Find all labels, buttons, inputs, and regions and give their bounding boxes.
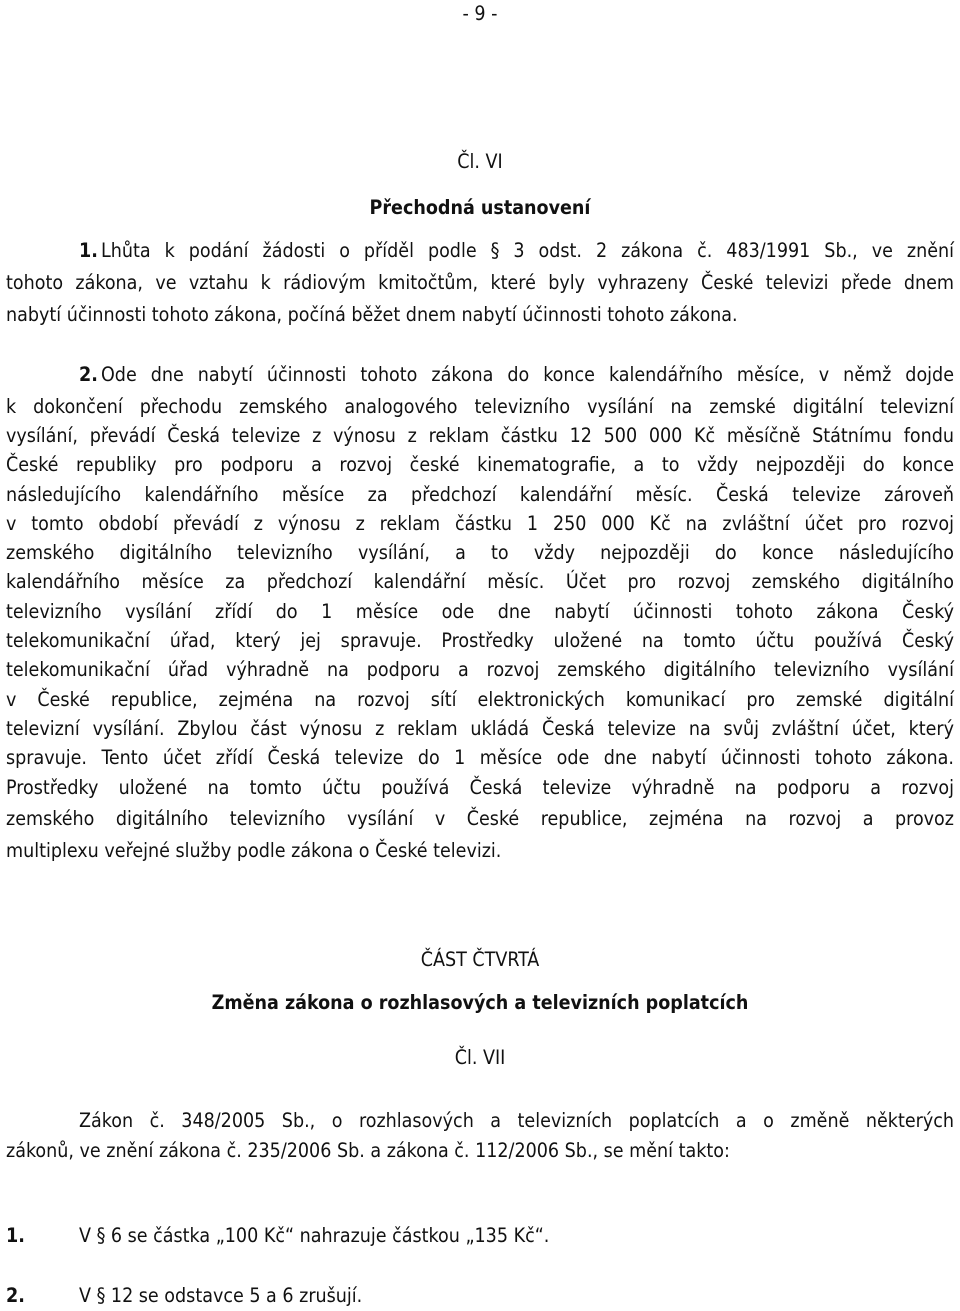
- article-7-heading: Čl. VII: [454, 1046, 506, 1069]
- paragraph-1-number: 1.: [79, 239, 98, 262]
- list-item-text: V § 12 se odstavce 5 a 6 zrušují.: [79, 1284, 363, 1307]
- part-4-title: Změna zákona o rozhlasových a televizních poplatcích: [211, 991, 749, 1014]
- paragraph-2-line-2: k dokončení přechodu zemského analogového televizního vysílání na zemské digitální televizní: [6, 395, 954, 418]
- paragraph-2-line-8: kalendářního měsíce za předchozí kalendářní měsíc. Účet pro rozvoj zemského digitálního: [6, 570, 954, 593]
- part-4-heading: ČÁST ČTVRTÁ: [420, 948, 540, 971]
- paragraph-2-line-17: multiplexu veřejné služby podle zákona o České televizi.: [6, 839, 502, 862]
- paragraph-2-line-14: spravuje. Tento účet zřídí Česká televize do 1 měsíce ode dne nabytí účinnosti tohoto zákona.: [6, 746, 954, 769]
- paragraph-2-line-5: následujícího kalendářního měsíce za předchozí kalendářní měsíc. Česká televize zároveň: [6, 483, 954, 506]
- paragraph-2-line-7: zemského digitálního televizního vysílání, a to vždy nejpozději do konce následujícího: [6, 541, 954, 564]
- article-6-heading: Čl. VI: [457, 150, 503, 173]
- list-item-number: 2.: [6, 1284, 25, 1307]
- list-item-text: V § 6 se částka „100 Kč“ nahrazuje částkou „135 Kč“.: [79, 1224, 550, 1247]
- paragraph-2-line-11: telekomunikační úřad výhradně na podporu a rozvoj zemského digitálního televizního vysílání: [6, 658, 954, 681]
- paragraph-2-line-6: v tomto období převádí z výnosu z reklam částku 1 250 000 Kč na zvláštní účet pro rozvoj: [6, 512, 954, 535]
- article-7-intro-line-1: Zákon č. 348/2005 Sb., o rozhlasových a televizních poplatcích a o změně některých: [79, 1109, 954, 1132]
- paragraph-2-line-9: televizního vysílání zřídí do 1 měsíce ode dne nabytí účinnosti tohoto zákona Český: [6, 600, 954, 623]
- paragraph-1-line-3: nabytí účinnosti tohoto zákona, počíná běžet dnem nabytí účinnosti tohoto zákona.: [6, 303, 738, 326]
- paragraph-2-line-1: [6, 360, 954, 389]
- page-number: - 9 -: [462, 2, 498, 25]
- paragraph-2-line-15: Prostředky uložené na tomto účtu používá Česká televize výhradně na podporu a rozvoj: [6, 776, 954, 799]
- paragraph-1-text: Lhůta k podání žádosti o příděl podle § 3 odst. 2 zákona č. 483/1991 Sb., ve znění: [101, 239, 954, 262]
- paragraph-1-line-1: [6, 236, 954, 265]
- paragraph-2-text: Ode dne nabytí účinnosti tohoto zákona do konce kalendářního měsíce, v němž dojde: [101, 363, 954, 386]
- paragraph-1-line-2: tohoto zákona, ve vztahu k rádiovým kmitočtům, které byly vyhrazeny České televizi přede dnem: [6, 271, 954, 294]
- paragraph-2-line-3: vysílání, převádí Česká televize z výnosu z reklam částku 12 500 000 Kč měsíčně Státnímu fondu: [6, 424, 954, 447]
- article-7-intro-line-2: zákonů, ve znění zákona č. 235/2006 Sb. a zákona č. 112/2006 Sb., se mění takto:: [6, 1139, 730, 1162]
- list-item-number: 1.: [6, 1224, 25, 1247]
- paragraph-2-line-4: České republiky pro podporu a rozvoj české kinematografie, a to vždy nejpozději do konce: [6, 453, 954, 476]
- paragraph-2-line-16: zemského digitálního televizního vysílání v České republice, zejména na rozvoj a provoz: [6, 807, 954, 830]
- paragraph-2-line-12: v České republice, zejména na rozvoj sítí elektronických komunikací pro zemské digitální: [6, 688, 954, 711]
- article-6-title: Přechodná ustanovení: [369, 196, 591, 219]
- paragraph-2-number: 2.: [79, 363, 98, 386]
- paragraph-2-line-13: televizní vysílání. Zbylou část výnosu z reklam ukládá Česká televize na svůj zvláštní účet, který: [6, 717, 954, 740]
- paragraph-2-line-10: telekomunikační úřad, který jej spravuje. Prostředky uložené na tomto účtu používá Český: [6, 629, 954, 652]
